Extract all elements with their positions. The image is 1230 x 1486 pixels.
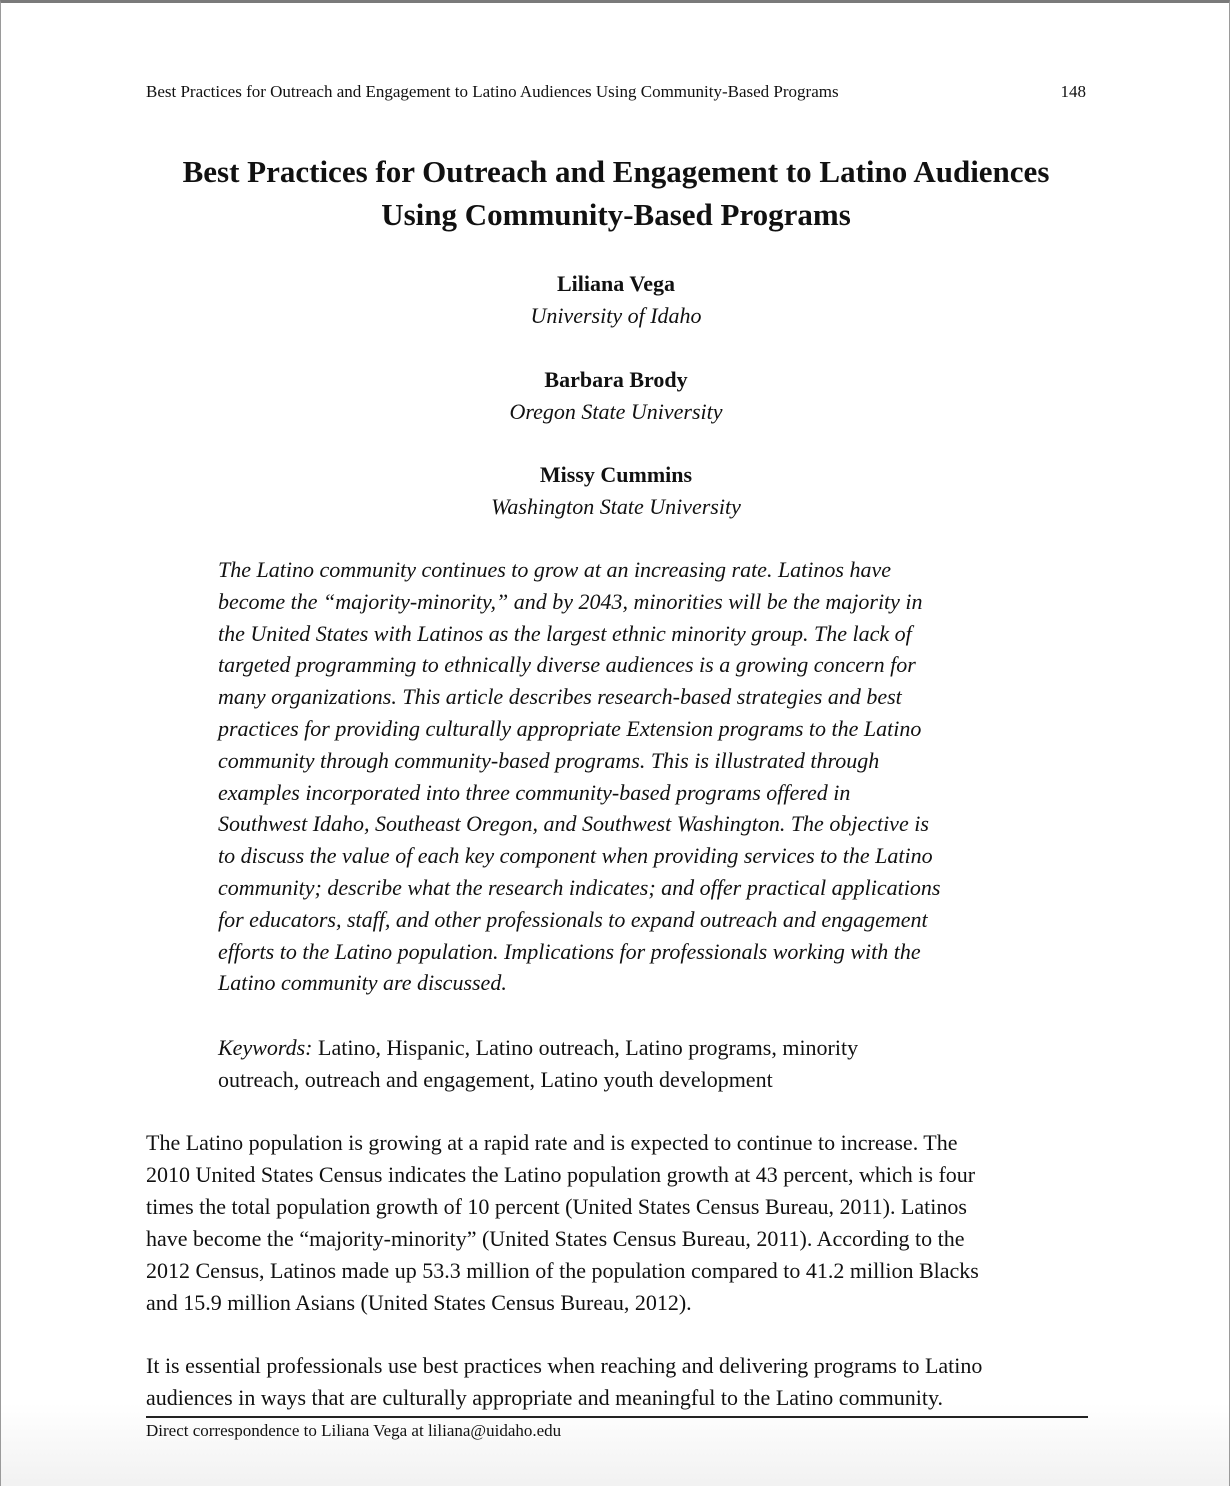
page-number: 148 bbox=[1060, 82, 1086, 101]
author-name: Barbara Brody bbox=[544, 367, 688, 392]
keywords-line-2: outreach, outreach and engagement, Latino youth development bbox=[218, 1067, 773, 1092]
author-affiliation: Oregon State University bbox=[509, 399, 723, 424]
article-title-line-2: Using Community-Based Programs bbox=[381, 197, 851, 232]
abstract-line: to discuss the value of each key component when providing services to the Latino bbox=[218, 843, 933, 869]
body-paragraph-1 bbox=[146, 1127, 1096, 1319]
article-title-line-1: Best Practices for Outreach and Engagement to Latino Audiences bbox=[182, 154, 1050, 189]
body-line: have become the “majority-minority” (United States Census Bureau, 2011). According to the bbox=[146, 1226, 965, 1251]
abstract-line: community; describe what the research indicates; and offer practical applications bbox=[218, 874, 941, 900]
keywords-text: Latino, Hispanic, Latino outreach, Latino programs, minority bbox=[312, 1035, 859, 1060]
author-1 bbox=[316, 268, 916, 332]
running-head-title: Best Practices for Outreach and Engagement to Latino Audiences Using Community-Based Programs bbox=[146, 82, 839, 101]
keywords-line-1 bbox=[218, 1032, 1018, 1064]
abstract-line: The Latino community continues to grow at an increasing rate. Latinos have bbox=[218, 557, 891, 582]
author-name: Missy Cummins bbox=[539, 462, 693, 487]
abstract-line: for educators, staff, and other professionals to expand outreach and engagement bbox=[218, 906, 928, 932]
author-name: Liliana Vega bbox=[557, 271, 675, 296]
running-head bbox=[146, 80, 1086, 104]
abstract-line: targeted programming to ethnically diverse audiences is a growing concern for bbox=[218, 652, 916, 678]
abstract bbox=[218, 554, 1018, 999]
abstract-line: Latino community are discussed. bbox=[218, 970, 507, 996]
keywords-label: Keywords: bbox=[218, 1035, 313, 1060]
abstract-line: efforts to the Latino population. Implications for professionals working with the bbox=[218, 938, 921, 964]
body-paragraph-2 bbox=[146, 1350, 1096, 1414]
footnote-divider bbox=[146, 1416, 1088, 1418]
article-title bbox=[121, 150, 1111, 236]
keywords bbox=[218, 1032, 1018, 1096]
abstract-line: community through community-based programs. This is illustrated through bbox=[218, 747, 880, 773]
body-line: It is essential professionals use best practices when reaching and delivering programs to Latino bbox=[146, 1353, 983, 1378]
abstract-line: Southwest Idaho, Southeast Oregon, and Southwest Washington. The objective is bbox=[218, 811, 929, 837]
body-line: 2010 United States Census indicates the Latino population growth at 43 percent, which is four bbox=[146, 1162, 976, 1187]
body-line: The Latino population is growing at a rapid rate and is expected to continue to increase. The bbox=[146, 1130, 958, 1155]
abstract-line: examples incorporated into three community-based programs offered in bbox=[218, 779, 851, 805]
abstract-line: practices for providing culturally appropriate Extension programs to the Latino bbox=[218, 715, 922, 741]
body-line: audiences in ways that are culturally appropriate and meaningful to the Latino community. bbox=[146, 1385, 944, 1410]
abstract-line: the United States with Latinos as the largest ethnic minority group. The lack of bbox=[218, 620, 912, 646]
abstract-line: become the “majority-minority,” and by 2043, minorities will be the majority in bbox=[218, 588, 923, 614]
abstract-line: many organizations. This article describes research-based strategies and best bbox=[218, 684, 902, 710]
author-affiliation: Washington State University bbox=[491, 494, 741, 519]
author-3 bbox=[316, 459, 916, 523]
body-line: 2012 Census, Latinos made up 53.3 million of the population compared to 41.2 million Blacks bbox=[146, 1258, 979, 1283]
author-affiliation: University of Idaho bbox=[530, 303, 702, 328]
author-2 bbox=[316, 364, 916, 428]
correspondence-footnote: Direct correspondence to Liliana Vega at liliana@uidaho.edu bbox=[146, 1421, 562, 1440]
body-line: times the total population growth of 10 percent (United States Census Bureau, 2011). Latinos bbox=[146, 1194, 967, 1219]
body-line: and 15.9 million Asians (United States Census Bureau, 2012). bbox=[146, 1290, 692, 1315]
